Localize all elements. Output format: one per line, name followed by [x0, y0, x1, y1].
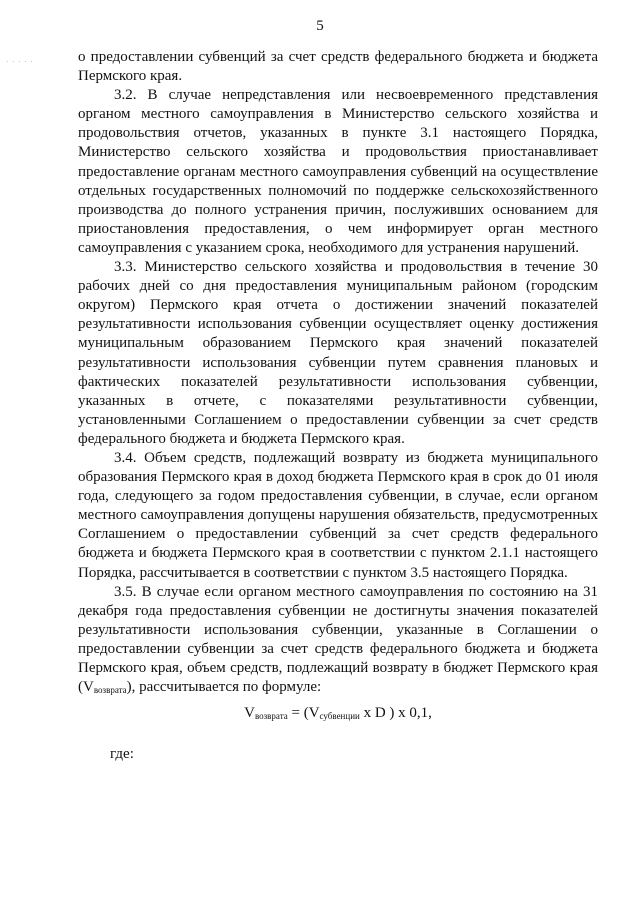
- paragraph-continuation: о предоставлении субвенций за счет средств федерального бюджета и бюджета Пермского края.: [78, 49, 598, 85]
- paragraph-3-5-text-after: ), рассчитывается по формуле:: [126, 679, 322, 696]
- paragraph-3-5: [78, 583, 598, 698]
- formula: [78, 704, 598, 723]
- page-number: 5: [316, 18, 324, 34]
- formula-middle-before: = (V: [287, 705, 320, 722]
- where-label: где:: [110, 746, 134, 763]
- formula-middle-after: x D ) x 0,1,: [359, 705, 432, 722]
- paragraph-3-5-text-before: 3.5. В случае если органом местного самоуправления по состоянию на 31 декабря года предоставления субвенции не достигнуты значения показателей результативности использования субвенции, указанные в Соглашении о предоставлении субвенции за счет средств федерального бюджета и бюджета Пермского края, объем средств, подлежащий возврату в бюджет Пермского края (V: [78, 583, 598, 696]
- margin-mark: · · · · ·: [6, 58, 34, 66]
- paragraph-3-2: 3.2. В случае непредставления или несвоевременного представления органом местного самоуправления в Министерство сельского хозяйства и продовольствия отчетов, указанных в пункте 3.1 настоящего Порядка, Министерство сельского хозяйства и продовольствия приостанавливает предоставление органам местного самоуправления субвенций на осуществление отдельных государственных полномочий по поддержке сельскохозяйственного производства до полного устранения причин, послуживших основанием для приостановления предоставления, о чем информирует орган местного самоуправления с указанием срока, необходимого для устранения нарушений.: [78, 87, 598, 256]
- formula-lhs-subscript: возврата: [254, 711, 288, 722]
- paragraph-3-4: 3.4. Объем средств, подлежащий возврату из бюджета муниципального образования Пермского края в доход бюджета Пермского края в срок до 01 июля года, следующего за годом предоставления субвенции, в случае, если органом местного самоуправления допущены нарушения обязательств, предусмотренных Соглашением о предоставлении субвенций за счет средств федерального бюджета и бюджета Пермского края в соответствии с пунктом 2.1.1 настоящего Порядка, рассчитывается в соответствии с пунктом 3.5 настоящего Порядка.: [78, 449, 598, 581]
- formula-lhs-symbol: V: [244, 705, 255, 722]
- document-body: [78, 48, 598, 764]
- paragraph-3-5-subscript: возврата: [93, 685, 127, 696]
- formula-middle-subscript: субвенции: [319, 711, 360, 722]
- paragraph-3-3: 3.3. Министерство сельского хозяйства и продовольствия в течение 30 рабочих дней со дня предоставления муниципальным районом (городским округом) Пермского края отчета о достижении значений показателей результативности использования субвенции осуществляет оценку достижения муниципальным образованием Пермского края значений показателей результативности использования субвенции путем сравнения плановых и фактических показателей результативности использования субвенции, указанных в отчете, с показателями результативности субвенции, установленными Соглашением о предоставлении субвенции за счет средств федерального бюджета и бюджета Пермского края.: [78, 259, 598, 447]
